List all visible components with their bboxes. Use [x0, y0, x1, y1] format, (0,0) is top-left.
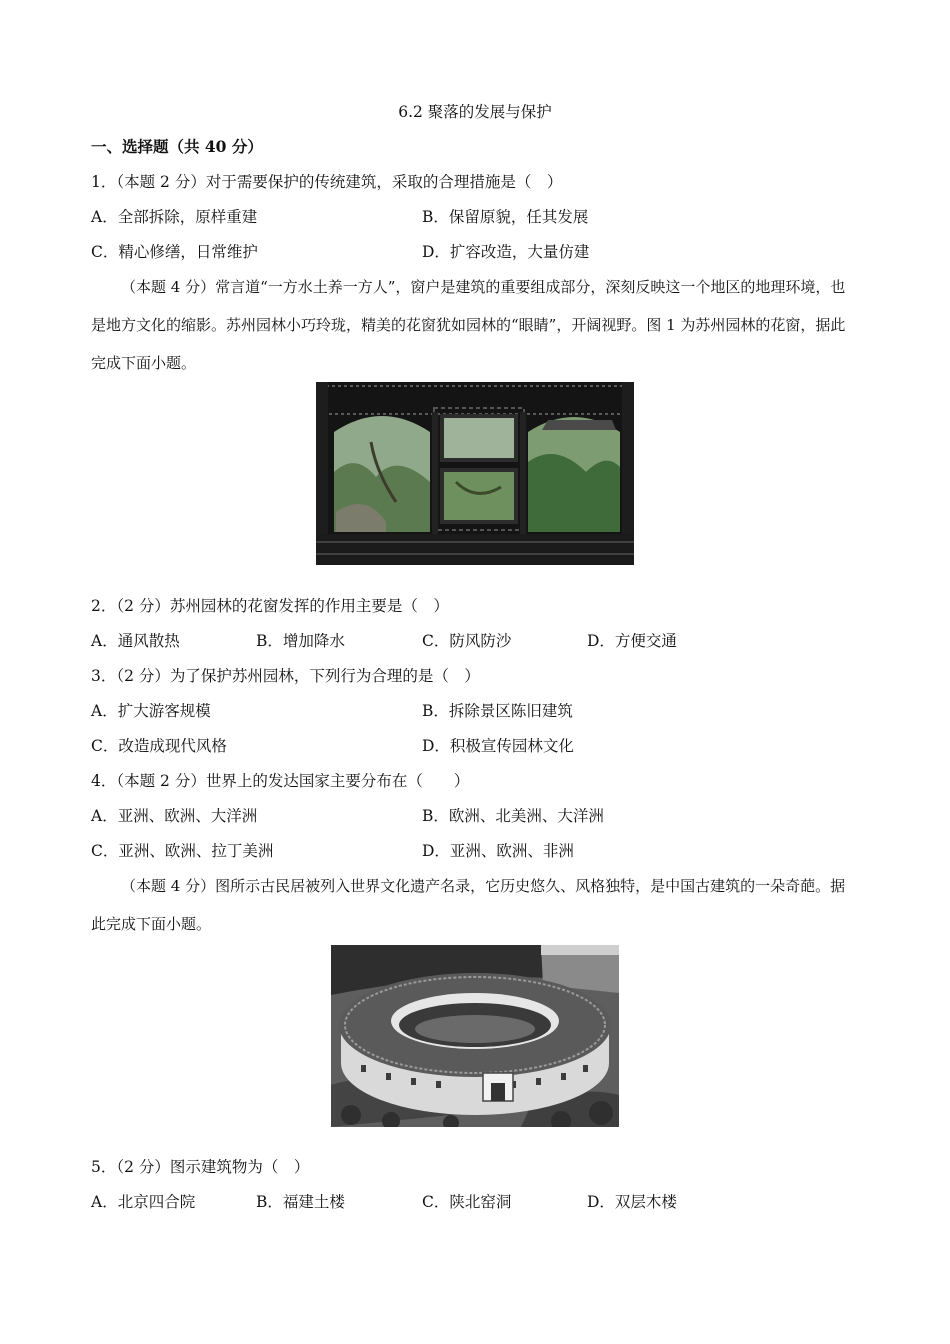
material-2-paragraph: [91, 867, 856, 943]
tulou-illustration: [331, 945, 619, 1127]
question-2-option-a: A．通风散热: [91, 632, 180, 650]
garden-window-illustration: [316, 382, 634, 565]
question-3-option-c: C．改造成现代风格: [91, 737, 227, 755]
question-3-option-b: B．拆除景区陈旧建筑: [422, 702, 573, 720]
question-2-option-c: C．防风防沙: [422, 632, 512, 650]
question-2-option-b: B．增加降水: [256, 632, 345, 650]
question-4-stem: 4．（本题 2 分）世界上的发达国家主要分布在（ ）: [91, 772, 470, 790]
question-2-stem: 2．（2 分）苏州园林的花窗发挥的作用主要是（ ）: [91, 597, 449, 615]
material-1-text: （本题 4 分）常言道“一方水土养一方人”，窗户是建筑的重要组成部分，深刻反映这一个地区的地理环境，也是地方文化的缩影。苏州园林小巧玲珑，精美的花窗犹如园林的“眼睛”，开阔视野。图 1 为苏州园林的花窗，据此完成下面小题。: [91, 278, 846, 372]
question-1-option-a: A．全部拆除，原样重建: [91, 208, 258, 226]
question-3-option-d: D．积极宣传园林文化: [422, 737, 574, 755]
question-4-option-c: C．亚洲、欧洲、拉丁美洲: [91, 842, 274, 860]
question-4-option-b: B．欧洲、北美洲、大洋洲: [422, 807, 604, 825]
material-1-paragraph: [91, 268, 856, 382]
section-heading: 一、选择题（共 40 分）: [91, 137, 263, 156]
question-5-option-d: D．双层木楼: [587, 1193, 677, 1211]
question-5-stem: 5．（2 分）图示建筑物为（ ）: [91, 1158, 310, 1176]
question-2-option-d: D．方便交通: [587, 632, 677, 650]
question-4-option-a: A．亚洲、欧洲、大洋洲: [91, 807, 258, 825]
material-2-text: （本题 4 分）图所示古民居被列入世界文化遗产名录，它历史悠久、风格独特，是中国古建筑的一朵奇葩。据此完成下面小题。: [91, 877, 846, 933]
question-1-option-c: C．精心修缮，日常维护: [91, 243, 258, 261]
fujian-tulou-image: [331, 945, 619, 1127]
question-1-option-d: D．扩容改造，大量仿建: [422, 243, 590, 261]
question-1-stem: 1．（本题 2 分）对于需要保护的传统建筑，采取的合理措施是（ ）: [91, 173, 563, 191]
question-5-option-a: A．北京四合院: [91, 1193, 196, 1211]
question-4-option-d: D．亚洲、欧洲、非洲: [422, 842, 574, 860]
question-3-stem: 3．（2 分）为了保护苏州园林，下列行为合理的是（ ）: [91, 667, 480, 685]
question-1-option-b: B．保留原貌，任其发展: [422, 208, 589, 226]
question-3-option-a: A．扩大游客规模: [91, 702, 211, 720]
question-5-option-c: C．陕北窑洞: [422, 1193, 512, 1211]
page-title: 6.2 聚落的发展与保护: [398, 103, 552, 121]
suzhou-garden-window-image: [316, 382, 634, 565]
question-5-option-b: B．福建土楼: [256, 1193, 345, 1211]
